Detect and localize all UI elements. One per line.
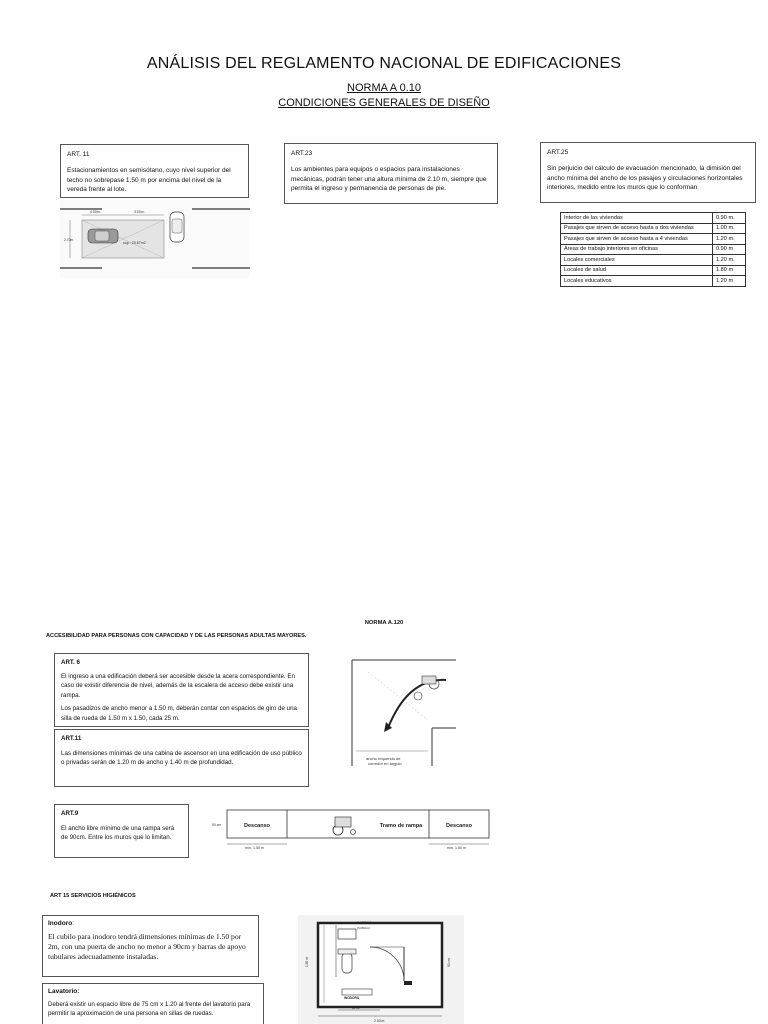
- inodoro-plan-label: INODORO: [344, 996, 360, 1000]
- lavatorio-label: Lavatorio:: [48, 988, 80, 995]
- art25-text: Sin perjuicio del cálculo de evacuación mencionado, la dimisión del ancho mínima del ancho de los pasajes y circulaciones horizontales interiores, medido entre los muros que lo conforman: [547, 165, 743, 192]
- art6-label: ART. 6: [61, 659, 80, 666]
- table-row: [561, 265, 746, 276]
- art9-text: El ancho libre mínimo de una rampa será de 90cm. Entre los muros que lo limitan.: [61, 824, 175, 842]
- barras-label: BARRAS: [357, 921, 372, 925]
- art25-label: ART.25: [547, 149, 569, 156]
- car-icon-vertical: [170, 212, 184, 242]
- toilet-dim-door: 90 cm: [352, 1006, 361, 1010]
- car-icon-horizontal: [88, 229, 118, 243]
- inodoro-text: El cubilo para inodoro tendrá dimensiones mínimas de 1.50 por 2m, con una puerta de ancho no menor a 90cm y barras de apoyo tubulares adecuadamente instaladas.: [48, 932, 246, 961]
- width-location-cell: Locales comerciales: [561, 255, 713, 266]
- art6-p1: El ingreso a una edificación deberá ser accesible desde la acera correspondiente. En caso de existir diferencia de nivel, además de la escalera de acceso debe existir una rampa.: [61, 672, 295, 699]
- lavatorio-box: [42, 983, 264, 1024]
- art11b-label: ART.11: [61, 735, 82, 742]
- width-location-cell: Locales de salud: [561, 265, 713, 276]
- parking-dim-a: 4.00m.: [90, 210, 101, 214]
- art11b-text: Las dimensiones mínimas de una cabina de ascensor en una edificación de uso público o privadas serán de 1.20 m de ancho y 1.40 m de profundidad.: [61, 749, 302, 767]
- art23-box: [284, 143, 498, 204]
- corridor-caption: ancho requerido de corredor en ángulo: [366, 756, 402, 766]
- toilet-plan-diagram: [298, 915, 464, 1024]
- width-value-cell: 1.20 m.: [713, 255, 746, 266]
- width-location-cell: Áreas de trabajo interiores en oficinas: [561, 244, 713, 255]
- lavatorio-text: Deberá existir un espacio libre de 75 cm x 1.20 al frente del lavatorio para permitir la aproximación de una persona en sillas de ruedas.: [48, 1001, 251, 1018]
- toilet-dim-right: 90 cm: [447, 958, 451, 967]
- page-title: ANÁLISIS DEL REGLAMENTO NACIONAL DE EDIFICACIONES: [146, 55, 622, 72]
- width-value-cell: 1.20 m: [713, 276, 746, 287]
- width-value-cell: 0.90 m: [713, 244, 746, 255]
- norma120-heading: ACCESIBILIDAD PARA PERSONAS CON CAPACIDAD Y DE LAS PERSONAS ADULTAS MAYORES.: [46, 633, 307, 639]
- grab-bar-icon: [338, 929, 356, 939]
- table-row: [561, 276, 746, 287]
- inodoro-box: [42, 915, 259, 977]
- toilet-dim-side: 1.50 m: [305, 957, 309, 967]
- ramp-descanso-left: Descanso: [244, 823, 270, 829]
- table-row: [561, 255, 746, 266]
- corridor-turn-diagram: [348, 658, 460, 770]
- art15-heading: ART 15 SERVICIOS HIGIÉNICOS: [50, 893, 136, 899]
- norma-code: NORMA A 0.10: [347, 82, 421, 94]
- art11-label: ART. 11: [67, 151, 90, 158]
- corridor-widths-table: [560, 212, 746, 287]
- width-value-cell: 1.20 m.: [713, 234, 746, 245]
- parking-dim-b: 3.00m.: [134, 210, 145, 214]
- width-location-cell: Pasajes que sirven de acceso hasta a 4 viviendas: [561, 234, 713, 245]
- inodoro-label: Inodoro: [48, 920, 73, 927]
- width-value-cell: 1.80 m: [713, 265, 746, 276]
- art9-label: ART.9: [61, 810, 79, 817]
- inodoro-colon: :: [72, 920, 75, 927]
- toilet-dim-bottom: 2.00 m: [374, 1019, 385, 1023]
- art6-p2: Los pasadizos de ancho menor a 1.50 m, deberán contar con espacios de giro de una silla de rueda de 1.50 m x 1.50, cada 25 m.: [61, 705, 297, 723]
- width-value-cell: 0.90 m.: [713, 213, 746, 224]
- ramp-diagram: [211, 806, 491, 852]
- art23-label: ART.23: [291, 150, 313, 157]
- art11-box: [60, 144, 249, 198]
- table-row: [561, 223, 746, 234]
- width-location-cell: Locales educativos: [561, 276, 713, 287]
- page-subtitle: CONDICIONES GENERALES DE DISEÑO: [278, 97, 490, 109]
- art11b-box: [54, 729, 309, 787]
- ramp-dim-side: 90 cm: [212, 823, 222, 827]
- turn-arrow: [388, 680, 446, 728]
- ramp-dim-right: mín. 1.50 m: [447, 846, 466, 850]
- art25-box: [540, 142, 756, 203]
- table-row: [561, 234, 746, 245]
- art11-text: Estacionamientos en semisótano, cuyo nivel superior del techo no sobrepase 1.50 m por encima del nivel de la vereda frente al lote.: [67, 167, 231, 194]
- width-location-cell: Interior de las viviendas: [561, 213, 713, 224]
- parking-area: sup.: 25.67m2: [123, 241, 146, 245]
- table-row: [561, 244, 746, 255]
- width-value-cell: 1.00 m.: [713, 223, 746, 234]
- art6-box: [54, 653, 309, 727]
- ramp-dim-left: mín. 1.50 m: [245, 846, 264, 850]
- ramp-descanso-right: Descanso: [446, 823, 472, 829]
- ramp-tramo: Tramo de rampa: [379, 823, 423, 829]
- parking-diagram: [60, 200, 250, 278]
- art23-text: Los ambientes para equipos o espacios para instalaciones mecánicas, podrán tener una altura mínima de 2.10 m, siempre que permita el ingreso y permanencia de personas de pie.: [291, 166, 487, 193]
- art9-box: [54, 804, 189, 858]
- barras-sub: (h=80cm): [357, 926, 370, 930]
- table-row: [561, 213, 746, 224]
- parking-dim-side: 2.70m.: [64, 238, 75, 242]
- width-location-cell: Pasajes que sirven de acceso hasta a dos viviendas: [561, 223, 713, 234]
- norma120-title: NORMA A.120: [364, 620, 404, 626]
